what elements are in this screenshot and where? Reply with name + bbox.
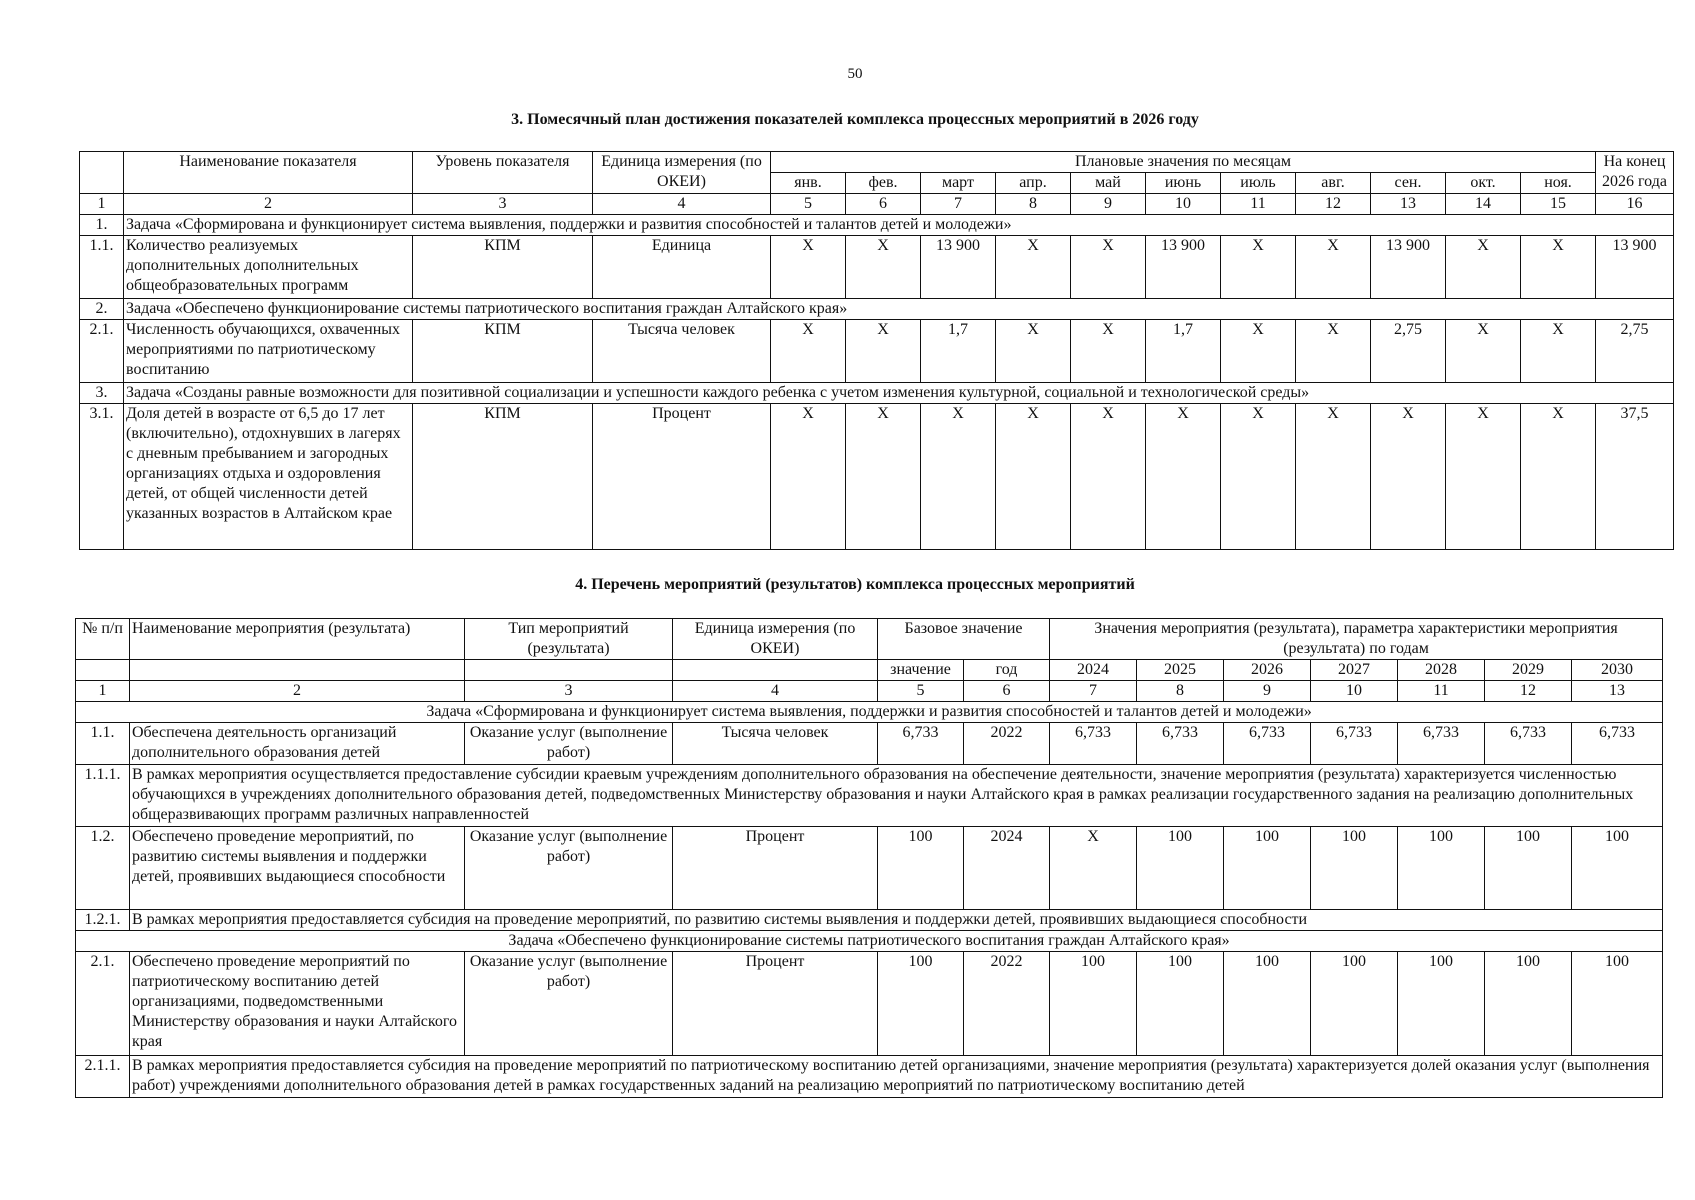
row-number: 1.1. (76, 723, 130, 765)
task-number: 2. (80, 299, 124, 320)
column-number: 13 (1371, 194, 1446, 215)
year-value: Х (1050, 827, 1137, 910)
month-header: ноя. (1521, 173, 1596, 194)
header-name: Наименование мероприятия (результата) (130, 619, 465, 660)
month-value: Х (1071, 236, 1146, 299)
month-value: Х (846, 320, 921, 383)
base-value: 6,733 (878, 723, 964, 765)
column-number: 8 (1137, 681, 1224, 702)
end-of-year-value: 13 900 (1596, 236, 1674, 299)
header-blank (130, 660, 465, 681)
note-number: 1.1.1. (76, 765, 130, 827)
header-blank (673, 660, 878, 681)
table1-title: 3. Помесячный план достижения показателей комплекса процессных мероприятий в 2026 году (511, 111, 1199, 128)
month-value: 1,7 (921, 320, 996, 383)
month-value: Х (1521, 320, 1596, 383)
row-number: 2.1. (76, 952, 130, 1056)
indicator-level: КПМ (413, 236, 593, 299)
activity-type: Оказание услуг (выполнение работ) (465, 827, 673, 910)
month-value: Х (846, 404, 921, 550)
indicator-name: Численность обучающихся, охваченных мероприятиями по патриотическому воспитанию (124, 320, 413, 383)
month-value: 13 900 (1146, 236, 1221, 299)
activity-type: Оказание услуг (выполнение работ) (465, 952, 673, 1056)
header-blank (76, 660, 130, 681)
indicator-level: КПМ (413, 320, 593, 383)
indicator-name: Доля детей в возрасте от 6,5 до 17 лет (включительно), отдохнувших в лагерях с дневным пребыванием и загородных организациях отдыха и оздоровления детей, от общей численности детей указанных возрастов в Алтайском крае (124, 404, 413, 550)
year-value: 100 (1485, 827, 1572, 910)
indicator-unit: Тысяча человек (593, 320, 771, 383)
column-number: 13 (1572, 681, 1663, 702)
note-number: 1.2.1. (76, 910, 130, 931)
base-year: 2024 (964, 827, 1050, 910)
column-number: 12 (1296, 194, 1371, 215)
header-unit: Единица измерения (по ОКЕИ) (673, 619, 878, 660)
base-value: 100 (878, 952, 964, 1056)
year-value: 100 (1398, 827, 1485, 910)
task-row-text: Задача «Сформирована и функционирует система выявления, поддержки и развития способностей и талантов детей и молодежи» (76, 702, 1663, 723)
column-number: 11 (1398, 681, 1485, 702)
row-number: 1.2. (76, 827, 130, 910)
note-text: В рамках мероприятия осуществляется предоставление субсидии краевым учреждениям дополнительного образования на обеспечение деятельности, значение мероприятия (результата) характеризуется численностью обучающихся в учреждениях дополнительного образования детей, подведомственных Министерству образования и науки Алтайского края в рамках реализации государственного задания на реализацию дополнительных общеразвивающих программ различных направленностей (130, 765, 1663, 827)
column-number: 10 (1311, 681, 1398, 702)
column-number: 6 (846, 194, 921, 215)
row-number: 2.1. (80, 320, 124, 383)
indicator-unit: Процент (593, 404, 771, 550)
month-value: Х (1371, 404, 1446, 550)
column-number: 6 (964, 681, 1050, 702)
note-number: 2.1.1. (76, 1056, 130, 1098)
end-of-year-value: 37,5 (1596, 404, 1674, 550)
year-header: 2029 (1485, 660, 1572, 681)
column-number: 2 (130, 681, 465, 702)
row-number: 3.1. (80, 404, 124, 550)
row-number: 1.1. (80, 236, 124, 299)
year-header: 2030 (1572, 660, 1663, 681)
column-number: 2 (124, 194, 413, 215)
header-cell-num (80, 152, 124, 194)
activity-name: Обеспечена деятельность организаций дополнительного образования детей (130, 723, 465, 765)
column-number: 9 (1071, 194, 1146, 215)
header-type: Тип мероприятий (результата) (465, 619, 673, 660)
task-row-text: Задача «Сформирована и функционирует система выявления, поддержки и развития способностей и талантов детей и молодежи» (124, 215, 1674, 236)
month-value: Х (771, 236, 846, 299)
year-value: 6,733 (1398, 723, 1485, 765)
month-value: Х (846, 236, 921, 299)
header-blank (465, 660, 673, 681)
month-header: март (921, 173, 996, 194)
month-value: Х (1296, 404, 1371, 550)
month-header: янв. (771, 173, 846, 194)
column-number: 1 (80, 194, 124, 215)
task-number: 3. (80, 383, 124, 404)
column-number: 10 (1146, 194, 1221, 215)
column-number: 1 (76, 681, 130, 702)
column-number: 4 (593, 194, 771, 215)
column-number: 15 (1521, 194, 1596, 215)
month-header: сен. (1371, 173, 1446, 194)
task-number: 1. (80, 215, 124, 236)
year-header: 2025 (1137, 660, 1224, 681)
year-value: 100 (1137, 827, 1224, 910)
header-base-value: значение (878, 660, 964, 681)
month-value: Х (1221, 320, 1296, 383)
month-header: окт. (1446, 173, 1521, 194)
month-value: 2,75 (1371, 320, 1446, 383)
year-value: 6,733 (1224, 723, 1311, 765)
activity-unit: Процент (673, 952, 878, 1056)
month-value: Х (1071, 320, 1146, 383)
year-value: 6,733 (1137, 723, 1224, 765)
header-level: Уровень показателя (413, 152, 593, 194)
month-header: апр. (996, 173, 1071, 194)
column-number: 7 (921, 194, 996, 215)
table2-title: 4. Перечень мероприятий (результатов) комплекса процессных мероприятий (575, 576, 1135, 593)
month-value: 13 900 (921, 236, 996, 299)
year-header: 2027 (1311, 660, 1398, 681)
activity-unit: Процент (673, 827, 878, 910)
indicator-level: КПМ (413, 404, 593, 550)
month-value: Х (1521, 404, 1596, 550)
month-value: Х (996, 236, 1071, 299)
end-of-year-value: 2,75 (1596, 320, 1674, 383)
task-row-text: Задача «Обеспечено функционирование системы патриотического воспитания граждан Алтайского края» (76, 931, 1663, 952)
activity-unit: Тысяча человек (673, 723, 878, 765)
header-planned-values: Плановые значения по месяцам (771, 152, 1596, 173)
year-value: 6,733 (1311, 723, 1398, 765)
year-value: 100 (1224, 827, 1311, 910)
column-number: 3 (413, 194, 593, 215)
column-number: 11 (1221, 194, 1296, 215)
year-header: 2024 (1050, 660, 1137, 681)
year-header: 2028 (1398, 660, 1485, 681)
month-value: Х (1521, 236, 1596, 299)
header-num: № п/п (76, 619, 130, 660)
column-number: 12 (1485, 681, 1572, 702)
month-value: Х (1446, 320, 1521, 383)
base-value: 100 (878, 827, 964, 910)
year-value: 100 (1311, 827, 1398, 910)
month-value: Х (1296, 320, 1371, 383)
year-value: 100 (1485, 952, 1572, 1056)
year-value: 100 (1572, 952, 1663, 1056)
header-unit: Единица измерения (по ОКЕИ) (593, 152, 771, 194)
column-number: 3 (465, 681, 673, 702)
note-text: В рамках мероприятия предоставляется субсидия на проведение мероприятий, по развитию системы выявления и поддержки детей, проявивших выдающиеся способности (130, 910, 1663, 931)
activity-name: Обеспечено проведение мероприятий, по развитию системы выявления и поддержки детей, проявивших выдающиеся способности (130, 827, 465, 910)
column-number: 14 (1446, 194, 1521, 215)
year-value: 100 (1572, 827, 1663, 910)
column-number: 9 (1224, 681, 1311, 702)
monthly-plan-table (79, 151, 1674, 550)
page-number: 50 (847, 66, 863, 82)
year-value: 100 (1311, 952, 1398, 1056)
month-value: Х (1221, 404, 1296, 550)
indicator-unit: Единица (593, 236, 771, 299)
month-value: Х (1221, 236, 1296, 299)
month-value: Х (1446, 404, 1521, 550)
month-value: Х (771, 320, 846, 383)
year-value: 100 (1398, 952, 1485, 1056)
column-number: 16 (1596, 194, 1674, 215)
year-value: 6,733 (1050, 723, 1137, 765)
year-value: 6,733 (1572, 723, 1663, 765)
indicator-name: Количество реализуемых дополнительных дополнительных общеобразовательных программ (124, 236, 413, 299)
base-year: 2022 (964, 952, 1050, 1056)
month-header: май (1071, 173, 1146, 194)
month-value: Х (921, 404, 996, 550)
header-end-of-year: На конец 2026 года (1596, 152, 1674, 194)
year-value: 100 (1137, 952, 1224, 1056)
month-header: июль (1221, 173, 1296, 194)
month-value: Х (1296, 236, 1371, 299)
activities-table (75, 618, 1663, 1098)
column-number: 5 (878, 681, 964, 702)
year-value: 6,733 (1485, 723, 1572, 765)
month-value: Х (1071, 404, 1146, 550)
month-value: Х (1146, 404, 1221, 550)
month-header: авг. (1296, 173, 1371, 194)
activity-type: Оказание услуг (выполнение работ) (465, 723, 673, 765)
year-value: 100 (1050, 952, 1137, 1056)
header-values-by-year: Значения мероприятия (результата), параметра характеристики мероприятия (результата) по годам (1050, 619, 1663, 660)
year-value: 100 (1224, 952, 1311, 1056)
column-number: 8 (996, 194, 1071, 215)
month-header: фев. (846, 173, 921, 194)
task-row-text: Задача «Обеспечено функционирование системы патриотического воспитания граждан Алтайского края» (124, 299, 1674, 320)
header-name: Наименование показателя (124, 152, 413, 194)
column-number: 4 (673, 681, 878, 702)
column-number: 7 (1050, 681, 1137, 702)
header-base-year: год (964, 660, 1050, 681)
activity-name: Обеспечено проведение мероприятий по патриотическому воспитанию детей организациями, подведомственными Министерству образования и науки Алтайского края (130, 952, 465, 1056)
year-header: 2026 (1224, 660, 1311, 681)
month-value: 13 900 (1371, 236, 1446, 299)
month-value: Х (996, 404, 1071, 550)
month-value: Х (996, 320, 1071, 383)
base-year: 2022 (964, 723, 1050, 765)
column-number: 5 (771, 194, 846, 215)
month-value: 1,7 (1146, 320, 1221, 383)
header-base: Базовое значение (878, 619, 1050, 660)
month-value: Х (1446, 236, 1521, 299)
task-row-text: Задача «Созданы равные возможности для позитивной социализации и успешности каждого ребенка с учетом изменения культурной, социальной и технологической среды» (124, 383, 1674, 404)
month-header: июнь (1146, 173, 1221, 194)
month-value: Х (771, 404, 846, 550)
note-text: В рамках мероприятия предоставляется субсидия на проведение мероприятий по патриотическому воспитанию детей организациями, значение мероприятия (результата) характеризуется долей оказания услуг (выполнения работ) учреждениями дополнительного образования детей в рамках государственных заданий на реализацию мероприятий по патриотическому воспитанию детей (130, 1056, 1663, 1098)
